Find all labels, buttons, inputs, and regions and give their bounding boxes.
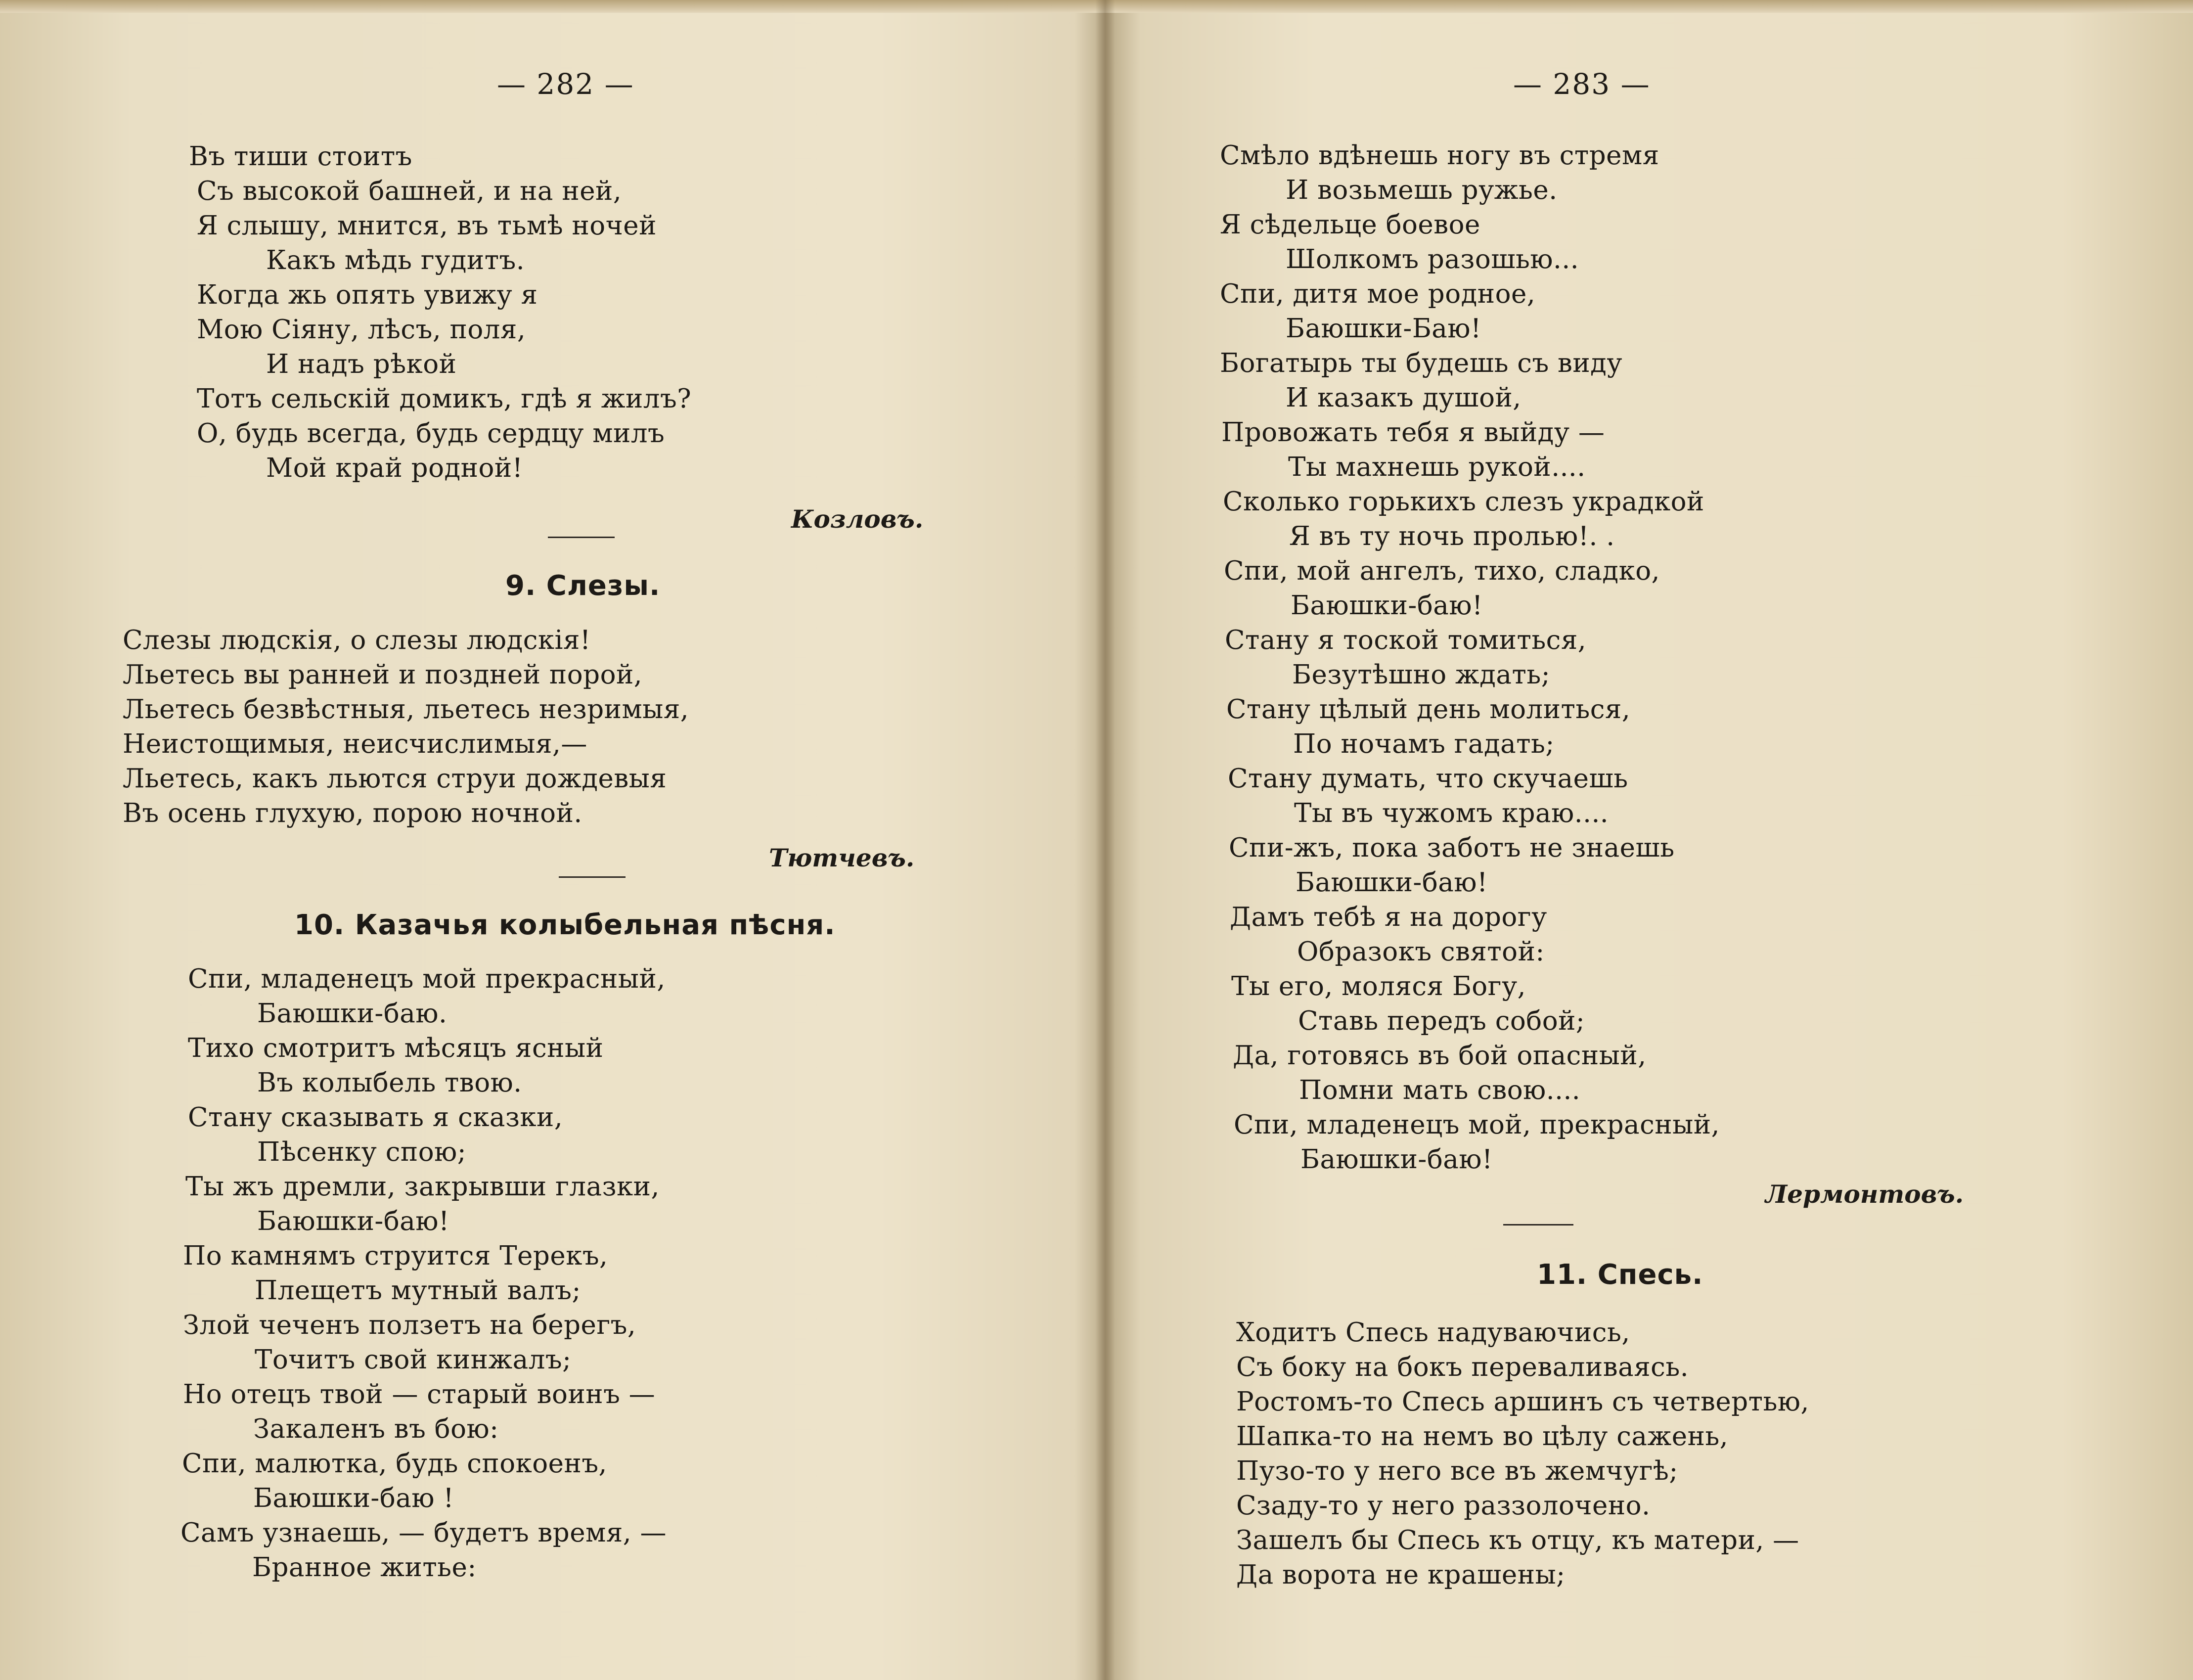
verse-line: Безутѣшно ждать;	[1292, 660, 1551, 690]
verse-line: Стану сказывать я сказки,	[188, 1102, 563, 1133]
verse-line: Неистощимыя, неисчислимыя,—	[123, 729, 587, 759]
verse-line: И казакъ душой,	[1286, 383, 1522, 413]
verse-line: Тотъ сельскій домикъ, гдѣ я жилъ?	[197, 384, 692, 414]
verse-line: Богатырь ты будешь съ виду	[1220, 348, 1623, 378]
verse-line: Какъ мѣдь гудитъ.	[266, 245, 525, 275]
verse-line: Ты жъ дремли, закрывши глазки,	[185, 1172, 660, 1202]
verse-line: Стану думать, что скучаешь	[1228, 764, 1628, 794]
verse-line: Помни мать свою....	[1299, 1075, 1581, 1105]
verse-line: Спи-жъ, пока заботъ не знаешь	[1229, 833, 1675, 863]
verse-line: Смѣло вдѣнешь ногу въ стремя	[1220, 140, 1659, 171]
verse-line: Тихо смотритъ мѣсяцъ ясный	[188, 1033, 604, 1063]
verse-line: Да ворота не крашены;	[1236, 1560, 1566, 1590]
verse-line: Спи, младенецъ мой прекрасный,	[188, 964, 666, 994]
page-number-right: — 283 —	[1513, 67, 1651, 101]
section-divider	[548, 537, 615, 538]
verse-line: Точитъ свой кинжалъ;	[255, 1345, 572, 1375]
poem-title-9: 9. Слезы.	[505, 570, 661, 602]
verse-line: Бранное житье:	[252, 1552, 477, 1583]
verse-line: Ставь передъ собой;	[1298, 1006, 1585, 1036]
poem-title-11: 11. Спесь.	[1537, 1259, 1703, 1291]
verse-line: Закаленъ въ бою:	[253, 1414, 499, 1444]
author-tyutchev: Тютчевъ.	[769, 843, 915, 872]
verse-line: Баюшки-баю.	[257, 999, 448, 1029]
verse-line: Льетесь безвѣстныя, льетесь незримыя,	[123, 694, 689, 725]
verse-line: Стану я тоской томиться,	[1225, 625, 1587, 655]
page-number-left: — 282 —	[497, 67, 634, 101]
verse-line: Сзаду-то у него раззолочено.	[1236, 1491, 1651, 1521]
verse-line: Плещетъ мутный валъ;	[255, 1275, 581, 1306]
verse-line: Провожать тебя я выйду —	[1221, 417, 1605, 448]
left-page	[0, 0, 1095, 1680]
verse-line: Злой чеченъ ползетъ на берегъ,	[183, 1310, 636, 1340]
verse-line: Баюшки-баю !	[253, 1483, 454, 1513]
verse-line: Баюшки-баю!	[1291, 590, 1483, 621]
verse-line: Баюшки-баю!	[1300, 1144, 1493, 1175]
verse-line: Баюшки-баю!	[1296, 867, 1488, 898]
verse-line: Стану цѣлый день молиться,	[1226, 694, 1631, 725]
verse-line: Спи, дитя мое родное,	[1220, 279, 1536, 309]
verse-line: Ты въ чужомъ краю....	[1294, 798, 1609, 828]
verse-line: Спи, младенецъ мой, прекрасный,	[1234, 1110, 1720, 1140]
verse-line: Въ осень глухую, порою ночной.	[123, 798, 582, 828]
right-page	[1115, 0, 2193, 1680]
verse-line: Баюшки-баю!	[257, 1206, 449, 1236]
verse-line: Льетесь вы ранней и поздней порой,	[123, 660, 643, 690]
verse-line: Зашелъ бы Спесь къ отцу, къ матери, —	[1236, 1525, 1799, 1555]
verse-line: Ростомъ-то Спесь аршинъ съ четвертью,	[1236, 1387, 1809, 1417]
verse-line: Пузо-то у него все въ жемчугѣ;	[1236, 1456, 1678, 1486]
author-kozlov: Козловъ.	[791, 504, 924, 534]
verse-line: Съ боку на бокъ переваливаясь.	[1236, 1352, 1689, 1382]
verse-line: Въ колыбель твою.	[257, 1068, 522, 1098]
verse-line: Спи, мой ангелъ, тихо, сладко,	[1224, 556, 1660, 586]
verse-line: Ты его, моляся Богу,	[1231, 971, 1526, 1001]
verse-line: Пѣсенку спою;	[257, 1137, 467, 1167]
author-lermontov: Лермонтовъ.	[1765, 1180, 1964, 1209]
verse-line: Да, готовясь въ бой опасный,	[1233, 1041, 1647, 1071]
section-divider	[559, 876, 626, 878]
verse-line: Самъ узнаешь, — будетъ время, —	[180, 1518, 667, 1548]
book-gutter	[1095, 0, 1115, 1680]
verse-line: Баюшки-Баю!	[1286, 314, 1481, 344]
verse-line: Я въ ту ночь пролью!. .	[1289, 521, 1615, 551]
verse-line: По ночамъ гадать;	[1293, 729, 1555, 759]
verse-line: Дамъ тебѣ я на дорогу	[1230, 902, 1547, 932]
verse-line: Въ тиши стоитъ	[189, 141, 412, 172]
verse-line: Мою Сіяну, лѣсъ, поля,	[197, 315, 526, 345]
verse-line: Образокъ святой:	[1297, 937, 1545, 967]
verse-line: Я слышу, мнится, въ тьмѣ ночей	[197, 211, 657, 241]
verse-line: По камнямъ струится Терекъ,	[183, 1241, 608, 1271]
verse-line: Слезы людскія, о слезы людскія!	[123, 625, 591, 655]
verse-line: Льетесь, какъ льются струи дождевыя	[123, 764, 667, 794]
verse-line: Спи, малютка, будь спокоенъ,	[182, 1449, 607, 1479]
verse-line: Когда жь опять увижу я	[197, 280, 538, 310]
verse-line: О, будь всегда, будь сердцу милъ	[197, 418, 665, 449]
poem-title-10: 10. Казачья колыбельная пѣсня.	[294, 909, 836, 941]
verse-line: Ты махнешь рукой....	[1288, 452, 1586, 482]
verse-line: Съ высокой башней, и на ней,	[197, 176, 622, 206]
verse-line: Шапка-то на немъ во цѣлу сажень,	[1236, 1421, 1729, 1452]
verse-line: И надъ рѣкой	[266, 349, 457, 379]
verse-line: Ходитъ Спесь надуваючись,	[1236, 1317, 1630, 1348]
verse-line: Мой край родной!	[266, 453, 523, 483]
verse-line: Но отецъ твой — старый воинъ —	[183, 1379, 656, 1409]
verse-line: Сколько горькихъ слезъ украдкой	[1223, 487, 1704, 517]
section-divider	[1503, 1224, 1573, 1226]
verse-line: И возьмешь ружье.	[1286, 175, 1558, 205]
verse-line: Шолкомъ разошью...	[1286, 244, 1579, 274]
verse-line: Я сѣдельце боевое	[1220, 210, 1480, 240]
